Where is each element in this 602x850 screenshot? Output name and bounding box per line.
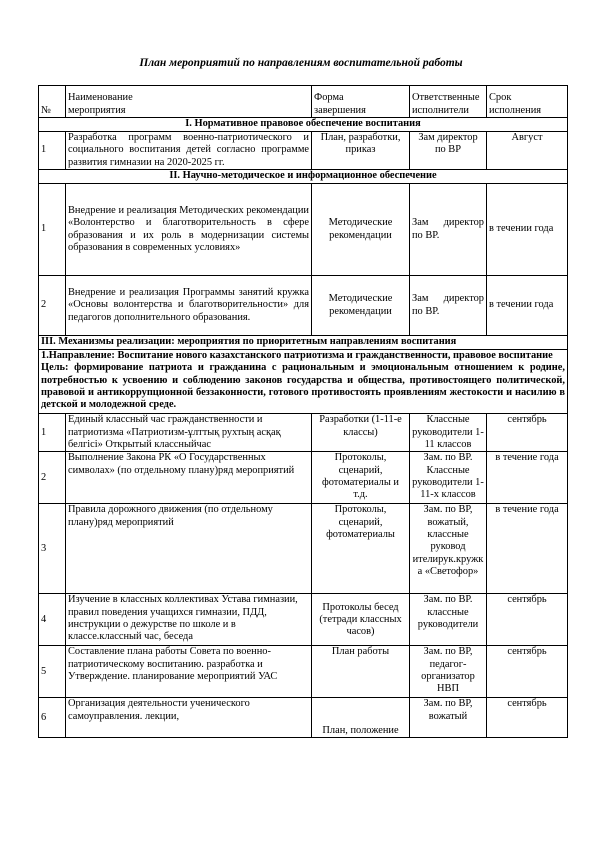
section-row: [39, 118, 568, 132]
row-number: 1: [39, 414, 66, 452]
row-deadline: сентябрь: [487, 594, 568, 646]
row-activity: Единый классный час гражданственности и патриотизма «Патриотизм-ұлттық рухтың асқақ белгісі» Открытый классныйчас: [66, 414, 312, 452]
row-responsible: Зам. по ВР, вожатый: [410, 698, 487, 738]
row-number: 5: [39, 646, 66, 698]
header-form: [312, 86, 410, 118]
row-activity: Составление плана работы Совета по военно-патриотическому воспитанию. разработка и Утверждение. планирование мероприятий УАС: [66, 646, 312, 698]
row-deadline: в течении года: [487, 276, 568, 336]
row-number: 2: [39, 452, 66, 504]
row-form: Методические рекомендации: [312, 184, 410, 276]
row-activity: Правила дорожного движения (по отдельному плану)ряд мероприятий: [66, 504, 312, 594]
row-deadline: сентябрь: [487, 414, 568, 452]
table-row: [39, 184, 568, 276]
row-number: 2: [39, 276, 66, 336]
direction-heading: [39, 350, 568, 414]
row-responsible: Зам. по ВР. Классные руководители 1-11-х классов: [410, 452, 487, 504]
row-activity: Организация деятельности ученического самоуправления. лекции,: [66, 698, 312, 738]
row-form: План, разработки, приказ: [312, 132, 410, 170]
row-responsible: Зам. по ВР, педагог-организатор НВП: [410, 646, 487, 698]
row-deadline: в течение года: [487, 452, 568, 504]
header-form-line2: завершения: [314, 104, 366, 116]
header-due: [487, 86, 568, 118]
row-responsible: Зам директор по ВР.: [410, 276, 487, 336]
row-number: 1: [39, 184, 66, 276]
header-resp-line1: Ответственные: [412, 92, 480, 104]
row-form-text: План, положение: [322, 725, 399, 737]
table-row: [39, 698, 568, 738]
table-row: [39, 132, 568, 170]
row-deadline: в течении года: [487, 184, 568, 276]
header-form-line1: Форма: [314, 92, 344, 104]
row-responsible: Зам. по ВР. классные руководители: [410, 594, 487, 646]
direction-title: 1.Направление: Воспитание нового казахстанского патриотизма и гражданственности, правовое воспитание: [41, 350, 553, 361]
section-row: [39, 170, 568, 184]
row-activity: Внедрение и реализация Методических рекомендации «Волонтерство и благотворительность в сфере образования и их роль в модернизации системы образования в современных условиях»: [66, 184, 312, 276]
row-form: Разработки (1-11-е классы): [312, 414, 410, 452]
header-name-line1: Наименование: [68, 92, 133, 104]
header-num: №: [39, 86, 66, 118]
row-number: 6: [39, 698, 66, 738]
row-deadline: сентябрь: [487, 646, 568, 698]
header-due-line2: исполнения: [489, 104, 542, 116]
row-form: [312, 698, 410, 738]
direction-row: [39, 350, 568, 414]
section-row: [39, 336, 568, 350]
row-activity: Выполнение Закона РК «О Государственных символах» (по отдельному плану)ряд мероприятий: [66, 452, 312, 504]
table-row: [39, 594, 568, 646]
direction-goal: Цель: формирование патриота и гражданина с рациональным и эмоциональным отношением к родине, потребностью к усвоению и соблюдению законов государства и общества, противостоящего политической, правовой и антикоррупционной беззаконности, готового противостоять проявлениям жестокости и насилию в детской и молодежной среде.: [41, 362, 565, 411]
row-form: Методические рекомендации: [312, 276, 410, 336]
row-form: Протоколы, сценарий, фотоматериалы и т.д.: [312, 452, 410, 504]
row-number: 3: [39, 504, 66, 594]
row-number: 4: [39, 594, 66, 646]
row-form: Протоколы бесед (тетради классных часов): [312, 594, 410, 646]
table-row: [39, 646, 568, 698]
header-row: [39, 86, 568, 118]
header-name: [66, 86, 312, 118]
row-deadline: сентябрь: [487, 698, 568, 738]
header-resp: [410, 86, 487, 118]
row-form: Протоколы, сценарий, фотоматериалы: [312, 504, 410, 594]
row-number: 1: [39, 132, 66, 170]
row-activity: Изучение в классных коллективах Устава гимназии, правил поведения учащихся гимназии, ПДД, инструкции о дежурстве по школе и в классе.классный час, беседа: [66, 594, 312, 646]
section-heading: II. Научно-методическое и информационное обеспечение: [39, 170, 568, 184]
page-title: План мероприятий по направлениям воспитательной работы: [139, 57, 463, 69]
table-row: [39, 276, 568, 336]
plan-table: [38, 85, 568, 738]
row-form: План работы: [312, 646, 410, 698]
header-due-line1: Срок: [489, 92, 512, 104]
row-activity: Внедрение и реализация Программы занятий кружка «Основы волонтерства и благотворительности» для педагогов дополнительного образования.: [66, 276, 312, 336]
table-row: [39, 504, 568, 594]
section-heading: III. Механизмы реализации: мероприятия по приоритетным направлениям воспитания: [39, 336, 568, 350]
row-responsible: Классные руководители 1-11 классов: [410, 414, 487, 452]
header-name-line2: мероприятия: [68, 104, 126, 116]
row-responsible: Зам. по ВР, вожатый, классные руковод ителирук.кружк а «Светофор»: [410, 504, 487, 594]
table-row: [39, 452, 568, 504]
row-deadline: в течение года: [487, 504, 568, 594]
row-responsible: Зам директор по ВР: [410, 132, 487, 170]
row-deadline: Август: [487, 132, 568, 170]
row-activity: Разработка программ военно-патриотического и социального воспитания детей согласно программе развития гимназии на 2020-2025 гг.: [66, 132, 312, 170]
header-resp-line2: исполнители: [412, 104, 469, 116]
section-heading: I. Нормативное правовое обеспечение воспитания: [39, 118, 568, 132]
table-row: [39, 414, 568, 452]
row-responsible: Зам директор по ВР.: [410, 184, 487, 276]
